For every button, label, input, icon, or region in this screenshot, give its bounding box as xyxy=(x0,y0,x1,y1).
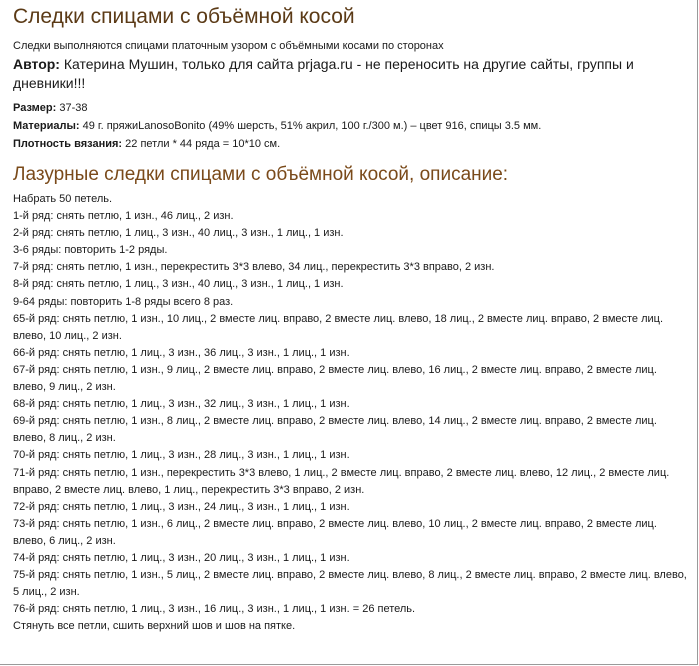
instruction-step: 3-6 ряды: повторить 1-2 ряды. xyxy=(13,244,168,257)
instruction-step: 65-й ряд: снять петлю, 1 изн., 10 лиц., 2 вместе лиц. вправо, 2 вместе лиц. влево, 18 лиц., 2 вместе лиц. вправо, 2 вместе лиц. влево, 10 лиц., 2 изн. xyxy=(13,312,664,342)
article xyxy=(13,4,689,635)
instruction-step: 7-й ряд: снять петлю, 1 изн., перекрестить 3*3 влево, 34 лиц., перекрестить 3*3 вправо, 2 изн. xyxy=(13,261,495,274)
instruction-step: 75-й ряд: снять петлю, 1 изн., 5 лиц., 2 вместе лиц. вправо, 2 вместе лиц. влево, 8 лиц., 2 вместе лиц. вправо, 2 вместе лиц. влево, 5 лиц., 2 изн. xyxy=(13,569,687,599)
author-text: Катерина Мушин, только для сайта prjaga.ru - не переносить на другие сайты, группы и дневники!!! xyxy=(13,56,634,91)
instruction-step: 9-64 ряды: повторить 1-8 ряды всего 8 раз. xyxy=(13,295,234,308)
instruction-step: 74-й ряд: снять петлю, 1 лиц., 3 изн., 20 лиц., 3 изн., 1 лиц., 1 изн. xyxy=(13,551,350,564)
spec-materials xyxy=(13,117,689,135)
intro-text: Следки выполняются спицами платочным узором с объёмными косами по сторонах xyxy=(13,40,444,52)
spec-label: Материалы: xyxy=(13,120,80,132)
instruction-step: Стянуть все петли, сшить верхний шов и шов на пятке. xyxy=(13,620,296,633)
spec-label: Плотность вязания: xyxy=(13,138,123,150)
instruction-step: 76-й ряд: снять петлю, 1 лиц., 3 изн., 16 лиц., 3 изн., 1 лиц., 1 изн. = 26 петель. xyxy=(13,603,416,616)
instruction-step: 8-й ряд: снять петлю, 1 лиц., 3 изн., 40 лиц., 3 изн., 1 лиц., 1 изн. xyxy=(13,278,344,291)
instruction-step: 2-й ряд: снять петлю, 1 лиц., 3 изн., 40 лиц., 3 изн., 1 лиц., 1 изн. xyxy=(13,227,344,240)
instruction-step: 71-й ряд: снять петлю, 1 изн., перекрестить 3*3 влево, 1 лиц., 2 вместе лиц. вправо, 2 вместе лиц. влево, 12 лиц., 2 вместе лиц. вправо, 2 вместе лиц. влево, 1 лиц., перекрестить 3*3 вправо, 2 изн. xyxy=(13,466,670,496)
spec-label: Размер: xyxy=(13,102,57,114)
spec-value: 37-38 xyxy=(56,102,88,114)
instruction-step: 67-й ряд: снять петлю, 1 изн., 9 лиц., 2 вместе лиц. вправо, 2 вместе лиц. влево, 16 лиц., 2 вместе лиц. вправо, 2 вместе лиц. влево, 9 лиц., 2 изн. xyxy=(13,363,657,394)
author-line xyxy=(13,55,689,93)
author-label: Автор: xyxy=(13,56,60,72)
page-title: Следки спицами с объёмной косой xyxy=(13,5,355,28)
instruction-step: 69-й ряд: снять петлю, 1 изн., 8 лиц., 2 вместе лиц. вправо, 2 вместе лиц. влево, 14 лиц., 2 вместе лиц. вправо, 2 вместе лиц. влево, 8 лиц., 2 изн. xyxy=(13,415,657,445)
instruction-step: 72-й ряд: снять петлю, 1 лиц., 3 изн., 24 лиц., 3 изн., 1 лиц., 1 изн. xyxy=(13,500,350,513)
instruction-step: 68-й ряд: снять петлю, 1 лиц., 3 изн., 32 лиц., 3 изн., 1 лиц., 1 изн. xyxy=(13,398,350,411)
spec-size xyxy=(13,99,689,117)
instruction-step: 73-й ряд: снять петлю, 1 изн., 6 лиц., 2 вместе лиц. вправо, 2 вместе лиц. влево, 10 лиц., 2 вместе лиц. вправо, 2 вместе лиц. влево, 6 лиц., 2 изн. xyxy=(13,517,657,547)
instruction-step: Набрать 50 петель. xyxy=(13,193,113,205)
spec-gauge xyxy=(13,135,689,153)
instruction-step: 66-й ряд: снять петлю, 1 лиц., 3 изн., 36 лиц., 3 изн., 1 лиц., 1 изн. xyxy=(13,346,350,359)
instruction-step: 1-й ряд: снять петлю, 1 изн., 46 лиц., 2 изн. xyxy=(13,210,234,223)
instructions-list xyxy=(13,191,689,635)
spec-value: 49 г. пряжиLanosoBonito (49% шерсть, 51% акрил, 100 г./300 м.) – цвет 916, спицы 3.5 мм. xyxy=(79,120,542,132)
instruction-step: 70-й ряд: снять петлю, 1 лиц., 3 изн., 28 лиц., 3 изн., 1 лиц., 1 изн. xyxy=(13,449,350,462)
spec-value: 22 петли * 44 ряда = 10*10 см. xyxy=(122,138,281,150)
section-title: Лазурные следки спицами с объёмной косой, описание: xyxy=(13,164,509,185)
